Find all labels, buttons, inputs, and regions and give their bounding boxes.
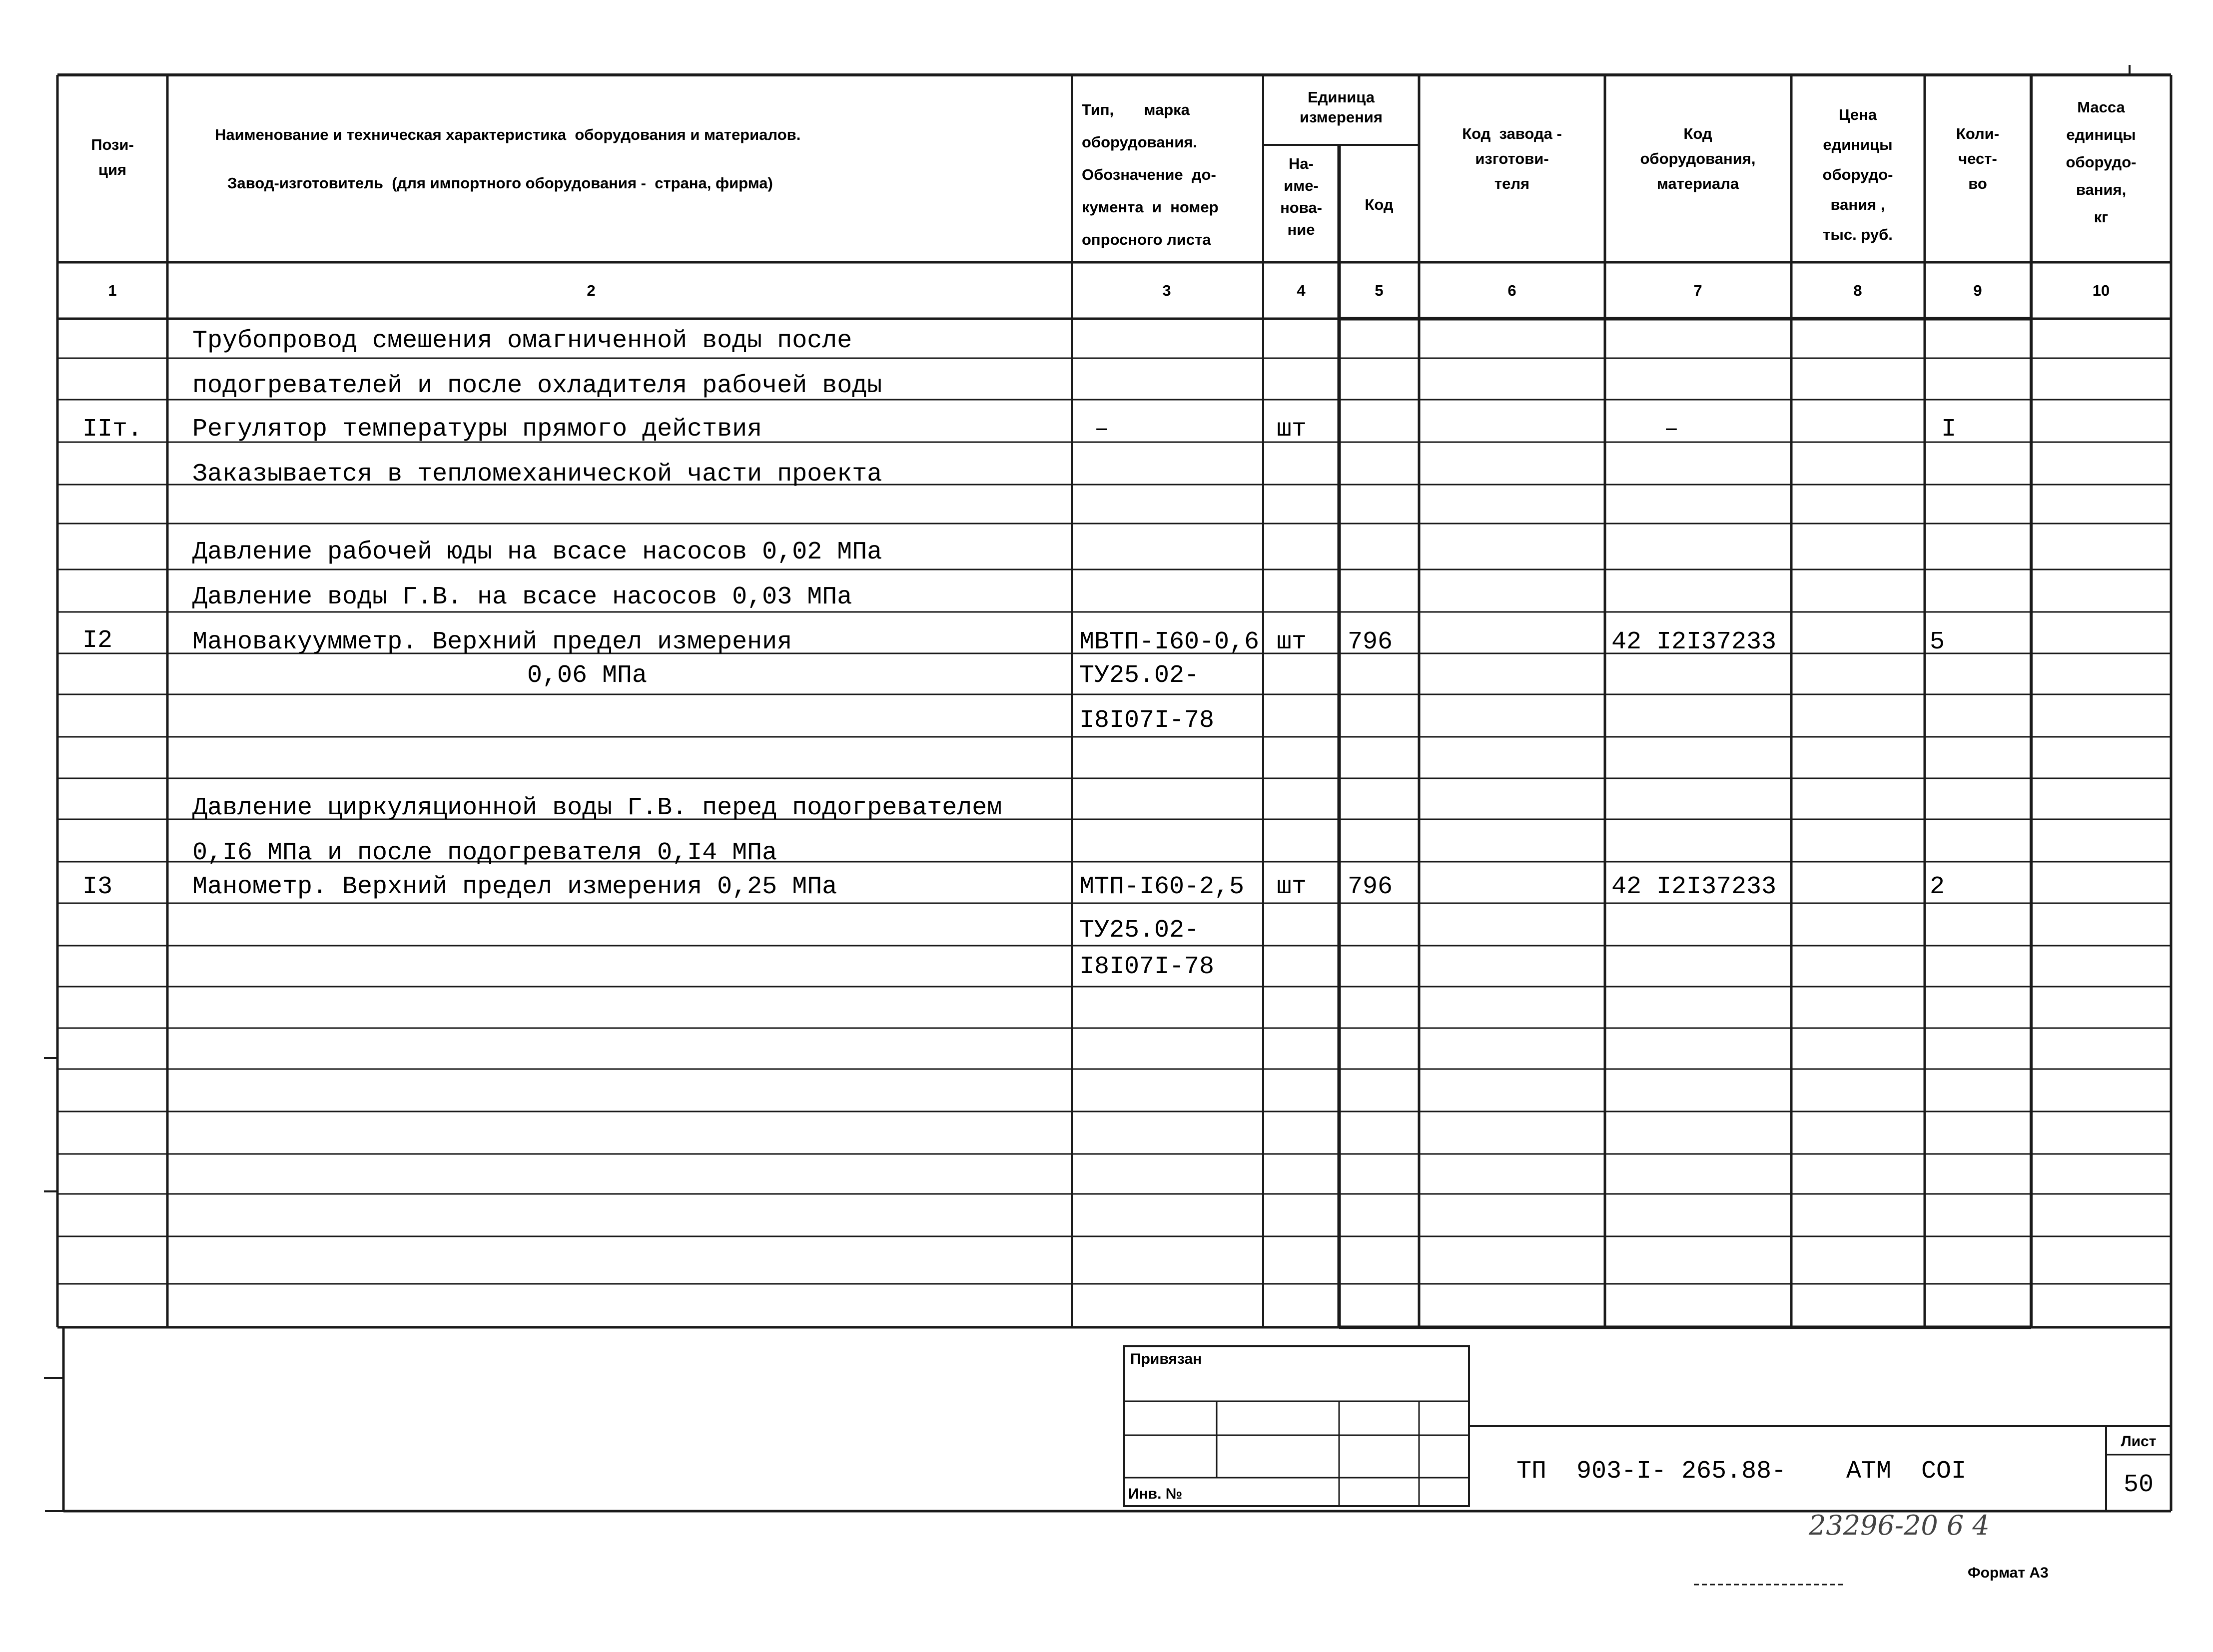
footer [1694,1510,2049,1585]
item-type: МВТП-I60-0,6 [1079,628,1260,656]
column-number: 9 [1973,282,1982,299]
header-unit-group: Единица измерения [1300,88,1383,126]
stamp-inventory-label: Инв. № [1128,1486,1183,1502]
item-equipment-code: – [1664,415,1679,444]
item-type: ТУ25.02- [1079,661,1200,690]
item-description: Мановакуумметр. Верхний предел измерения [192,628,792,656]
document-mark: АТМ СОI [1846,1457,1967,1486]
table-header [91,88,2136,248]
item-unit-code: 796 [1348,628,1393,656]
item-unit-code: 796 [1348,873,1393,901]
item-description: Заказывается в тепломеханической части проекта [192,460,882,489]
header-name-line2: Завод-изготовитель (для импортного оборудования - страна, фирма) [227,174,773,192]
column-number: 4 [1297,282,1306,299]
column-number: 1 [108,282,117,299]
column-numbers [108,282,2110,299]
header-manufacturer-code: Код завода -изготови-теля [1462,125,1562,192]
item-type: МТП-I60-2,5 [1079,873,1245,901]
header-quantity: Коли-чест-во [1956,125,2000,192]
item-description: Трубопровод смешения омагниченной воды после [192,327,852,355]
sheet-label: Лист [2121,1433,2157,1450]
document-code: ТП 903-I- 265.88- [1516,1457,1787,1486]
header-unit-mass: Масса единицы оборудо-вания, кг [2066,98,2137,226]
item-unit: шт [1277,873,1307,901]
item-quantity: 5 [1930,628,1945,656]
table-grid [44,65,2171,1511]
item-position: I3 [82,873,113,901]
item-description: Регулятор температуры прямого действия [192,415,762,444]
item-type: I8I07I-78 [1079,953,1215,981]
item-position: I2 [82,626,113,655]
stamp-privyazan-label: Привязан [1130,1351,1202,1367]
sheet-format-label: Формат А3 [1968,1565,2049,1581]
title-block [1124,1346,2171,1511]
header-unit-price: Цена единицы оборудо-вания , тыс. руб. [1822,106,1893,243]
item-description: подогревателей и после охладителя рабочей воды [192,372,882,400]
item-unit: шт [1277,628,1307,656]
header-unit-name: На-име-нова-ние [1280,155,1322,238]
column-number: 7 [1693,282,1702,299]
item-description: Манометр. Верхний предел измерения 0,25 МПа [192,873,837,901]
item-description: Давление циркуляционной воды Г.В. перед подогревателем [192,794,1002,822]
column-number: 6 [1507,282,1516,299]
item-quantity: 2 [1930,873,1945,901]
header-position: Пози-ция [91,136,134,178]
item-description: 0,06 МПа [527,661,648,690]
item-type: ТУ25.02- [1079,916,1200,945]
item-unit: шт [1277,415,1307,444]
column-number: 2 [587,282,596,299]
column-number: 8 [1853,282,1862,299]
header-unit-code: Код [1365,196,1394,213]
item-type: I8I07I-78 [1079,706,1215,735]
item-description: Давление воды Г.В. на всасе насосов 0,03 МПа [192,583,852,611]
handwritten-archive-number: 23296-20 6 4 [1809,1510,1990,1541]
column-number: 10 [2092,282,2110,299]
column-number: 3 [1162,282,1171,299]
header-type: Тип, марка оборудования. Обозначение до-кумента и номер опросного листа [1082,101,1219,248]
sheet-number: 50 [2123,1471,2154,1499]
header-equipment-code: Код оборудования, материала [1640,125,1756,192]
item-position: IIт. [82,415,143,444]
item-equipment-code: 42 I2I37233 [1611,628,1777,656]
header-name-line1: Наименование и техническая характеристика оборудования и материалов. [215,126,801,143]
item-type: – [1094,415,1110,444]
item-equipment-code: 42 I2I37233 [1611,873,1777,901]
item-description: 0,I6 МПа и после подогревателя 0,I4 МПа [192,839,777,867]
item-description: Давление рабочей юды на всасе насосов 0,02 МПа [192,538,882,566]
item-quantity: I [1941,415,1957,444]
column-number: 5 [1375,282,1384,299]
